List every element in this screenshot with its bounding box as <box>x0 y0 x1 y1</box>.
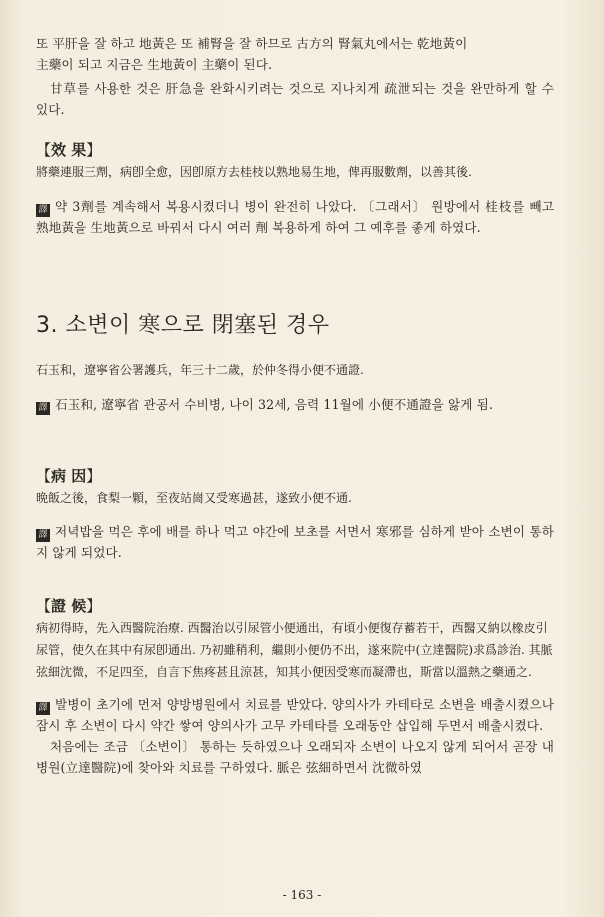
effect-section <box>36 140 554 238</box>
translation-marker-icon: 譯 <box>36 204 50 217</box>
effect-translation: 譯 약 3劑를 계속해서 복용시켰더니 병이 완전히 나았다. 〔그래서〕 원방에서 桂枝를 빼고 熟地黃을 生地黃으로 바꿔서 다시 여러 劑 복용하게 하여 그 예후를 좋게 하였다. <box>36 199 554 235</box>
case-translation: 譯 石玉和, 遼寧省 관공서 수비병, 나이 32세, 음력 11월에 小便不通證을 앓게 됨. <box>36 394 554 415</box>
cause-heading: 【病 因】 <box>36 467 102 485</box>
intro-paragraph-2: 甘草를 사용한 것은 肝急을 완화시키려는 것으로 지나치게 疏泄되는 것을 완만하게 할 수 있다. <box>36 81 554 117</box>
effect-heading: 【效 果】 <box>36 141 102 159</box>
effect-original-text: 將藥連服三劑，病卽全愈，因卽原方去桂枝以熟地易生地，俾再服數劑，以善其後. <box>36 165 472 179</box>
translation-marker-icon: 譯 <box>36 702 50 715</box>
symptoms-section <box>36 596 554 778</box>
intro-line-2: 主藥이 되고 지금은 生地黃이 主藥이 된다. <box>36 57 273 72</box>
symptoms-heading: 【證 候】 <box>36 597 102 615</box>
cause-original-text: 晩飯之後，食梨一顆，至夜站崗又受寒過甚，遂致小便不通. <box>36 491 352 505</box>
cause-section <box>36 466 554 563</box>
translation-marker-icon: 譯 <box>36 402 50 415</box>
case-title: 3. 소변이 寒으로 閉塞된 경우 <box>36 313 330 338</box>
symptoms-translation-2: 처음에는 조금 〔소변이〕 통하는 듯하였으나 오래되자 소변이 나오지 않게 되어서 곧장 내 병원(立達醫院)에 찾아와 치료를 구하였다. 脈은 弦細하면서 沈微하였 <box>36 739 554 775</box>
intro-block <box>36 33 554 120</box>
symptoms-translation: 譯 발병이 초기에 먼저 양방병원에서 치료를 받았다. 양의사가 카테타로 소변을 배출시켰으나 잠시 후 소변이 다시 약간 쌓여 양의사가 고무 카테타를 오래동안 삽입해 두면서 배출시켰다. <box>36 697 554 733</box>
symptoms-original-text: 病初得時，先入西醫院治療. 西醫治以引尿管小便通出，有頃小便復存蓄若干，西醫又納以橡皮引尿管，使久在其中有尿卽通出. 乃初雖稍利，繼則小便仍不出，遂來院中(立達醫院)求爲診治. 其脈弦細沈微，不足四至，自言下焦疼甚且涼甚，知其小便因受寒而凝滯也，斯當以溫熱之藥通之. <box>36 621 553 679</box>
case-section <box>36 312 554 415</box>
intro-line-1: 또 平肝을 잘 하고 地黃은 또 補腎을 잘 하므로 古方의 腎氣丸에서는 乾地黃이 <box>36 36 468 51</box>
translation-marker-icon: 譯 <box>36 529 50 542</box>
case-original-text: 石玉和，遼寧省公署護兵，年三十二歲，於仲冬得小便不通證. <box>36 363 364 377</box>
page-number: - 163 - <box>282 888 322 902</box>
cause-translation: 譯 저녁밥을 먹은 후에 배를 하나 먹고 야간에 보초를 서면서 寒邪를 심하게 받아 소변이 통하지 않게 되었다. <box>36 524 554 560</box>
